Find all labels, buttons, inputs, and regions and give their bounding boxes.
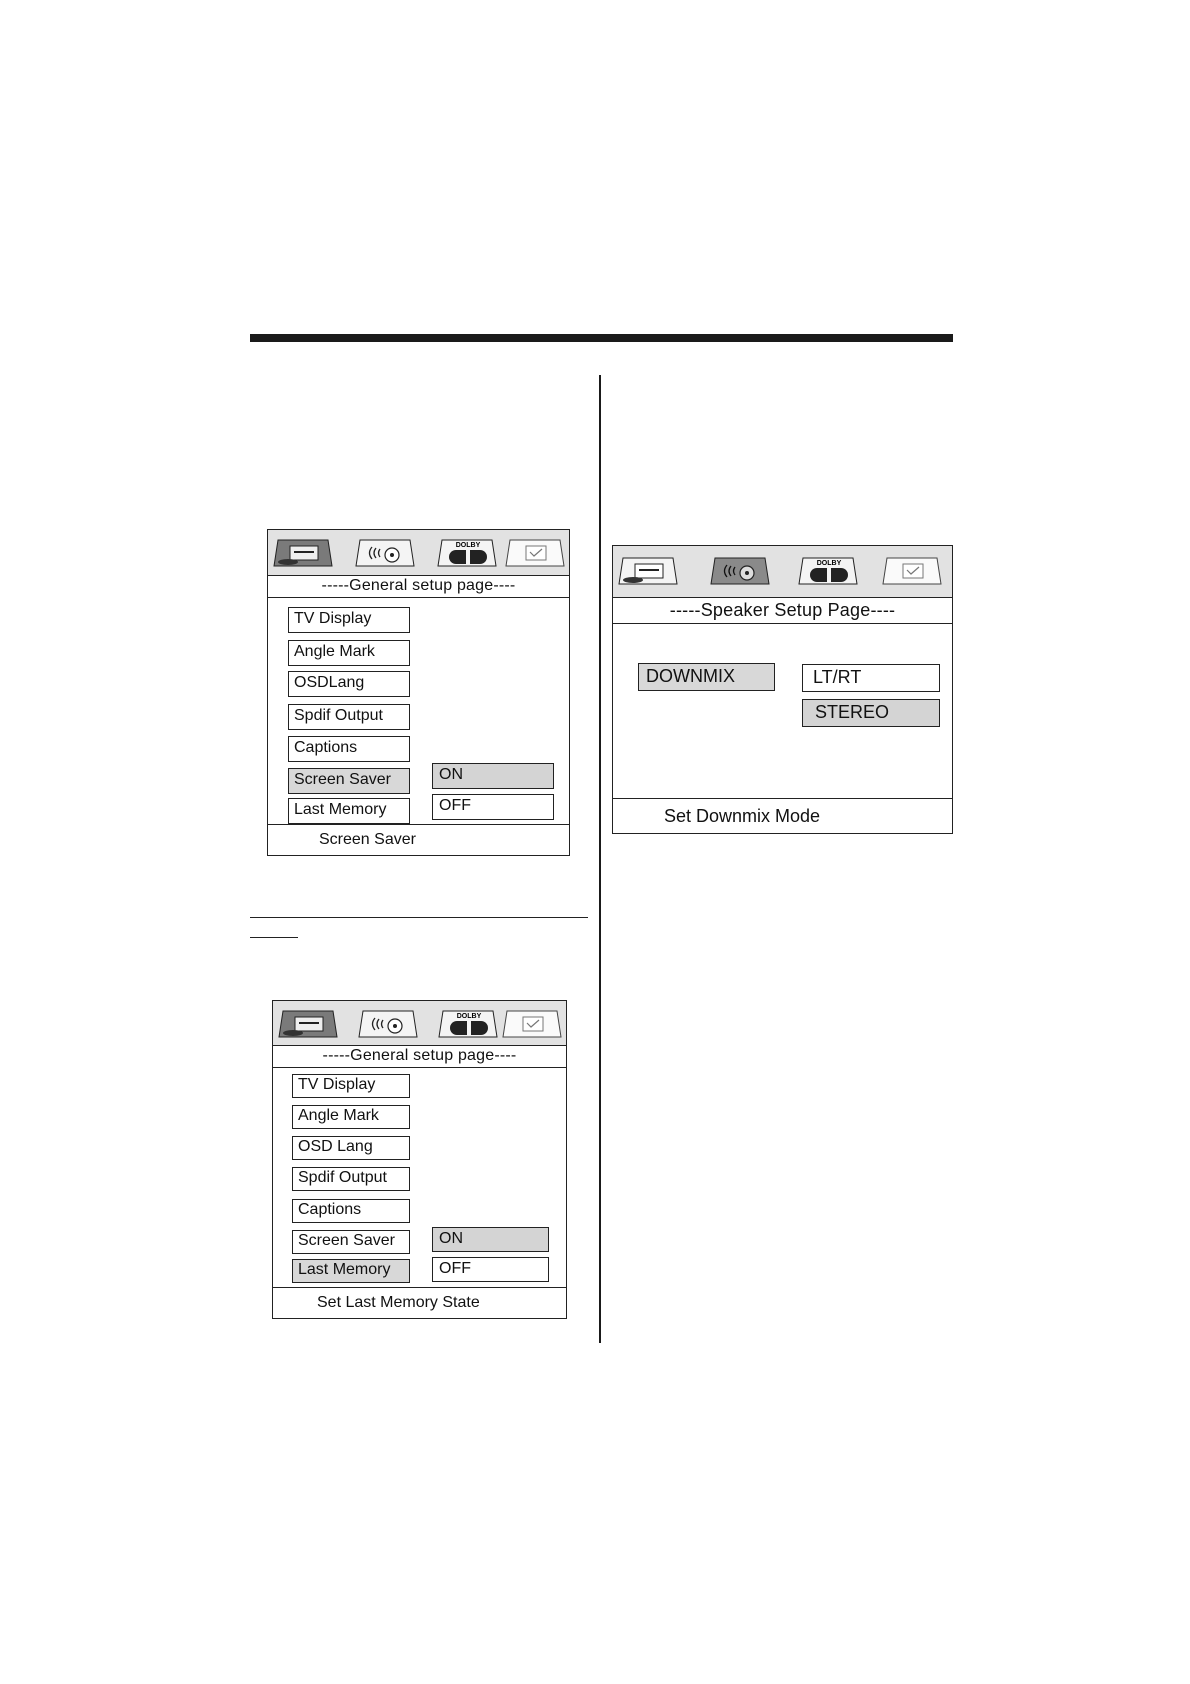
page-title: -----Speaker Setup Page---- <box>613 597 952 624</box>
page-title: -----General setup page---- <box>268 575 569 598</box>
menu-item-angle-mark[interactable]: Angle Mark <box>292 1105 410 1129</box>
menu-item-spdif-output[interactable]: Spdif Output <box>292 1167 410 1191</box>
tab-bar <box>273 1001 566 1046</box>
tab-dolby[interactable] <box>437 1009 501 1039</box>
menu-item-osd-lang[interactable]: OSD Lang <box>292 1136 410 1160</box>
option-stereo[interactable]: STEREO <box>802 699 940 727</box>
tv-icon <box>617 556 681 586</box>
menu-item-captions[interactable]: Captions <box>292 1199 410 1223</box>
menu-item-osd-lang[interactable]: OSDLang <box>288 671 410 697</box>
option-on[interactable]: ON <box>432 763 554 789</box>
preference-icon <box>501 1009 565 1039</box>
option-on[interactable]: ON <box>432 1227 549 1252</box>
menu-item-tv-display[interactable]: TV Display <box>292 1074 410 1098</box>
tab-speaker[interactable] <box>709 556 773 586</box>
tab-dolby[interactable] <box>797 556 861 586</box>
status-bar: Set Last Memory State <box>273 1287 566 1318</box>
menu-item-downmix[interactable]: DOWNMIX <box>638 663 775 691</box>
section-rule-short <box>250 937 298 938</box>
speaker-icon <box>354 538 418 568</box>
preference-icon <box>504 538 568 568</box>
tv-icon <box>272 538 336 568</box>
menu-item-last-memory[interactable]: Last Memory <box>288 798 410 824</box>
tv-icon <box>277 1009 341 1039</box>
dolby-label: DOLBY <box>456 1013 482 1020</box>
dolby-icon <box>436 538 500 568</box>
section-rule <box>250 917 588 918</box>
menu-item-last-memory[interactable]: Last Memory <box>292 1259 410 1283</box>
menu-item-spdif-output[interactable]: Spdif Output <box>288 704 410 730</box>
general-setup-menu-2 <box>272 1000 567 1319</box>
tab-speaker[interactable] <box>357 1009 421 1039</box>
speaker-icon <box>357 1009 421 1039</box>
menu-item-screen-saver[interactable]: Screen Saver <box>292 1230 410 1254</box>
status-bar: Screen Saver <box>268 824 569 855</box>
menu-item-captions[interactable]: Captions <box>288 736 410 762</box>
tab-speaker[interactable] <box>354 538 418 568</box>
menu-item-tv-display[interactable]: TV Display <box>288 607 410 633</box>
option-off[interactable]: OFF <box>432 1257 549 1282</box>
tab-preference[interactable] <box>501 1009 565 1039</box>
tab-bar <box>268 530 569 576</box>
tab-preference[interactable] <box>881 556 945 586</box>
menu-item-angle-mark[interactable]: Angle Mark <box>288 640 410 666</box>
general-setup-menu-1 <box>267 529 570 856</box>
speaker-setup-menu <box>612 545 953 834</box>
option-lt-rt[interactable]: LT/RT <box>802 664 940 692</box>
tab-general[interactable] <box>617 556 681 586</box>
dolby-icon <box>437 1009 501 1039</box>
tab-dolby[interactable] <box>436 538 500 568</box>
dolby-icon <box>797 556 861 586</box>
status-bar: Set Downmix Mode <box>613 798 952 833</box>
tab-general[interactable] <box>277 1009 341 1039</box>
tab-bar <box>613 546 952 598</box>
header-rule <box>250 334 953 342</box>
column-divider <box>599 375 601 1343</box>
tab-preference[interactable] <box>504 538 568 568</box>
dolby-label: DOLBY <box>816 560 842 567</box>
tab-general[interactable] <box>272 538 336 568</box>
speaker-icon <box>709 556 773 586</box>
option-off[interactable]: OFF <box>432 794 554 820</box>
dolby-label: DOLBY <box>455 542 481 549</box>
preference-icon <box>881 556 945 586</box>
page-title: -----General setup page---- <box>273 1045 566 1068</box>
menu-item-screen-saver[interactable]: Screen Saver <box>288 768 410 794</box>
